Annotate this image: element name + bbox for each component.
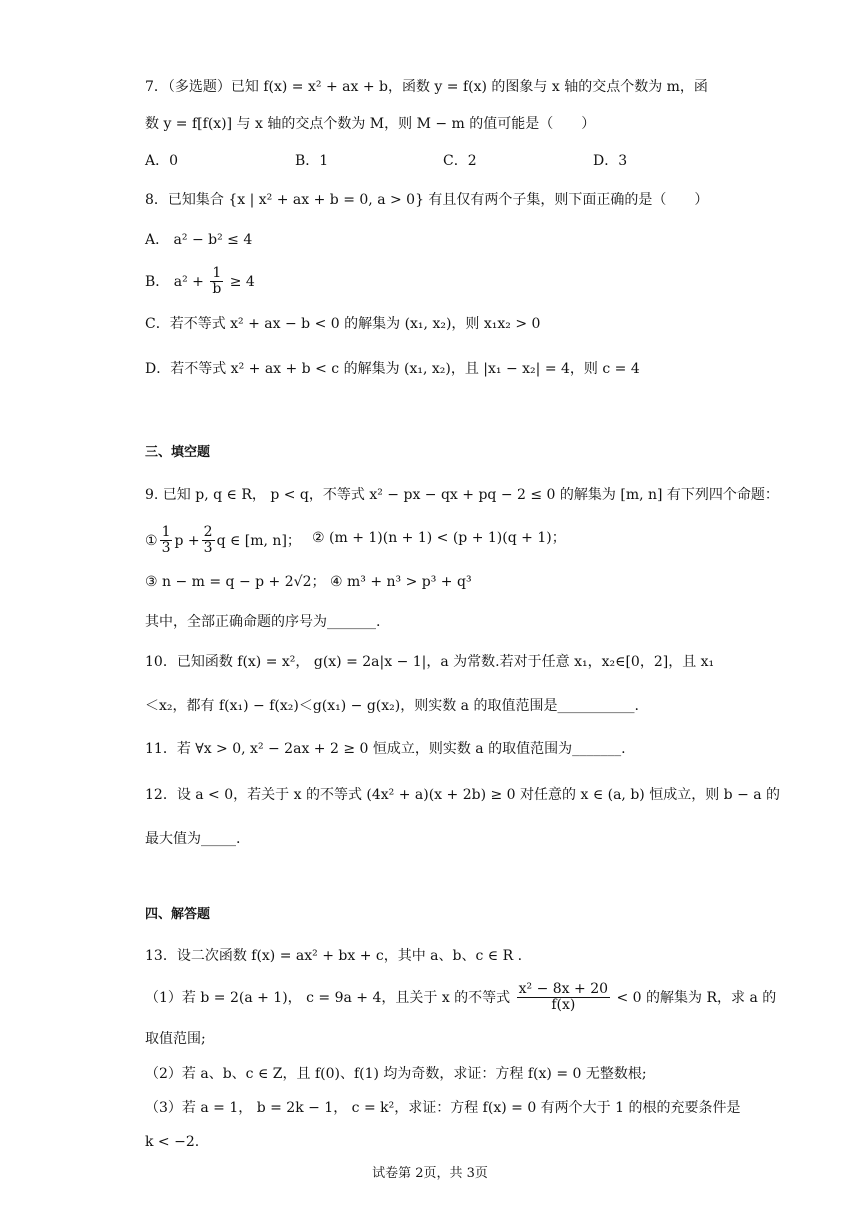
q13-part1-suffix: < 0 的解集为 R，求 a 的 [616,989,777,1006]
q7-line2: 数 y = f[f(x)] 与 x 轴的交点个数为 M，则 M − m 的值可能是（ ） [145,116,596,132]
q9-claim3: ③ n − m = q − p + 2√2； [145,574,326,590]
q8-option-c: C．若不等式 x² + ax − b < 0 的解集为 (x₁, x₂)，则 x₁x₂ > 0 [145,316,541,332]
q7-option-a: A．0 [145,153,179,169]
q7-option-d: D．3 [593,153,628,169]
q9-claim1-fraction2 [202,525,215,557]
q9-claims-row1 [145,525,301,557]
q9-claim1-suffix: q ∈ [m, n]； [216,532,301,549]
q10-line1: 10．已知函数 f(x) = x²， g(x) = 2a|x − 1|，a 为常数.若对于任意 x₁，x₂∈[0，2]，且 x₁ [145,654,715,670]
section-fill-in-title: 三、填空题 [145,445,211,460]
q9-claim4: ④ m³ + n³ > p³ + q³ [330,574,472,590]
q10-line2: ＜x₂，都有 f(x₁) − f(x₂)＜g(x₁) − g(x₂)，则实数 a 的取值范围是___________. [145,698,639,714]
q11-text: 11．若 ∀x > 0, x² − 2ax + 2 ≥ 0 恒成立，则实数 a 的取值范围为_______. [145,741,626,757]
q13-part3-line1: （3）若 a = 1， b = 2k − 1， c = k²，求证：方程 f(x) = 0 有两个大于 1 的根的充要条件是 [145,1100,741,1116]
q9-claim1-num1: 1 [161,524,171,540]
q9-claim1-den1: 3 [161,540,171,557]
q9-claim2: ② (m + 1)(n + 1) < (p + 1)(q + 1)； [312,530,566,546]
q9-claim1-fraction1 [160,525,173,557]
q8-stem: 8．已知集合 {x | x² + ax + b = 0, a > 0} 有且仅有两个子集，则下面正确的是（ ） [145,192,709,208]
q9-question: 其中，全部正确命题的序号为_______. [145,614,381,630]
q13-part1-prefix: （1）若 b = 2(a + 1)， c = 9a + 4，且关于 x 的不等式 [145,989,511,1006]
q9-claim1-mid: p + [174,532,200,549]
q12-line2: 最大值为_____. [145,831,241,847]
q8-option-b-denominator: b [212,281,222,298]
q13-part1-denominator: f(x) [551,997,576,1014]
q8-option-b-fraction [210,266,223,298]
q13-part1-numerator: x² − 8x + 20 [518,981,609,997]
q9-claim1-marker: ① [145,532,158,549]
q8-option-b [145,266,255,298]
q13-part3-line2: k < −2. [145,1134,200,1150]
q12-line1: 12．设 a < 0，若关于 x 的不等式 (4x² + a)(x + 2b) ≥ 0 对任意的 x ∈ (a, b) 恒成立，则 b − a 的 [145,787,781,803]
q8-option-d: D．若不等式 x² + ax + b < c 的解集为 (x₁, x₂)，且 |x₁ − x₂| = 4，则 c = 4 [145,361,640,377]
q7-line1: 7．（多选题）已知 f(x) = x² + ax + b，函数 y = f(x) 的图象与 x 轴的交点个数为 m，函 [145,79,708,95]
q8-option-a: A． a² − b² ≤ 4 [145,232,253,248]
q13-stem: 13．设二次函数 f(x) = ax² + bx + c，其中 a、b、c ∈ R . [145,948,523,964]
q8-option-b-numerator: 1 [212,265,222,281]
q9-stem: 9. 已知 p, q ∈ R， p < q，不等式 x² − px − qx + pq − 2 ≤ 0 的解集为 [m, n] 有下列四个命题： [145,487,779,503]
q9-claim1-den2: 3 [203,540,213,557]
q8-option-b-prefix: B． a² + [145,273,204,290]
q13-part1-line2: 取值范围; [145,1031,206,1047]
section-answer-title: 四、解答题 [145,907,211,922]
page-footer: 试卷第 2页，共 3页 [372,1166,488,1181]
q9-claim1-num2: 2 [203,524,213,540]
q13-part1-line1 [145,982,776,1014]
q7-option-c: C．2 [443,153,477,169]
q7-option-b: B．1 [295,153,329,169]
q13-part2: （2）若 a、b、c ∈ Z，且 f(0)、f(1) 均为奇数，求证：方程 f(x) = 0 无整数根; [145,1066,647,1082]
q8-option-b-suffix: ≥ 4 [229,273,255,290]
q7-options [145,153,745,173]
q13-part1-fraction [517,982,610,1014]
